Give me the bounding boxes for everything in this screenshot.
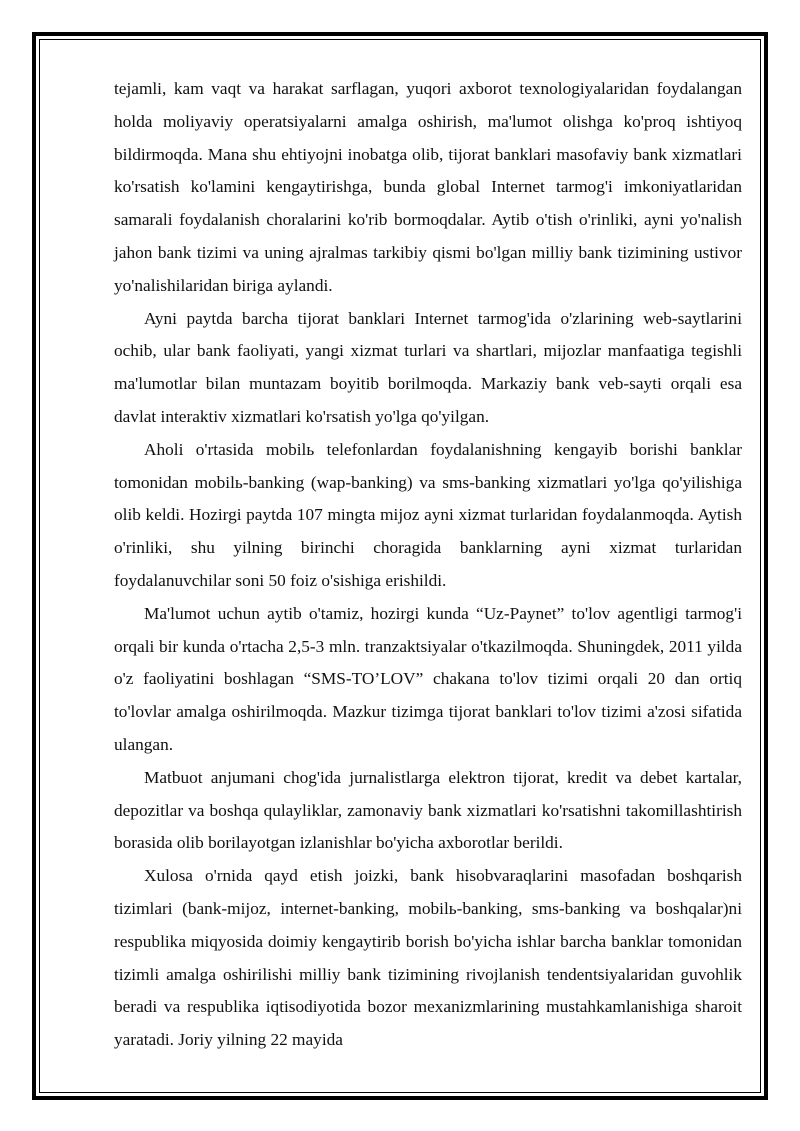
paragraph-mobile-banking: Aholi o'rtasida mobilь telefonlardan foydalanishning kengayib borishi banklar tomonidan mobilь-banking (wap-banking) va sms-banking xizmatlari yo'lga qo'yilishiga olib keldi. Hozirgi paytda 107 mingta mijoz ayni xizmat turlaridan foydalanmoqda. Aytish o'rinliki, shu yilning birinchi choragida banklarning ayni xizmat turlaridan foydalanuvchilar soni 50 foiz o'sishiga erishildi. [114,439,742,590]
paragraph-payment-systems: Ma'lumot uchun aytib o'tamiz, hozirgi kunda “Uz-Paynet” to'lov agentligi tarmog'i orqali bir kunda o'rtacha 2,5-3 mln. tranzaktsiyalar o'tkazilmoqda. Shuningdek, 2011 yilda o'z faoliyatini boshlagan “SMS-TO’LOV” chakana to'lov tizimi orqali 20 dan ortiq to'lovlar amalga oshirilmoqda. Mazkur tizimga tijorat banklari to'lov tizimi a'zosi sifatida ulangan. [114,603,742,754]
paragraph-conclusion: Xulosa o'rnida qayd etish joizki, bank hisobvaraqlarini masofadan boshqarish tizimlari (bank-mijoz, internet-banking, mobilь-banking, sms-banking va boshqalar)ni respublika miqyosida doimiy kengaytirib borish bo'yicha ishlar barcha banklar tomonidan tizimli amalga oshirilishi milliy bank tizimining rivojlanish tendentsiyalaridan guvohlik beradi va respublika iqtisodiyotida bozor mexanizmlarining mustahkamlanishiga sharoit yaratadi. Joriy yilning 22 mayida [114,866,742,1050]
paragraph-press-conference: Matbuot anjumani chog'ida jurnalistlarga elektron tijorat, kredit va debet kartalar, depozitlar va boshqa qulayliklar, zamonaviy bank xizmatlari ko'rsatishni takomillashtirish borasida olib borilayotgan izlanishlar bo'yicha axborotlar berildi. [114,767,742,853]
paragraph-continuation: tejamli, kam vaqt va harakat sarflagan, yuqori axborot texnologiyalaridan foydalangan holda moliyaviy operatsiyalarni amalga oshirish, ma'lumot olishga ko'proq ishtiyoq bildirmoqda. Mana shu ehtiyojni inobatga olib, tijorat banklari masofaviy bank xizmatlari ko'rsatish ko'lamini kengaytirishga, bunda global Internet tarmog'i imkoniyatlaridan samarali foydalanish choralarini ko'rib bormoqdalar. Aytib o'tish o'rinliki, ayni yo'nalish jahon bank tizimi va uning ajralmas tarkibiy qismi bo'lgan milliy bank tizimining ustivor yo'nalishilaridan biriga aylandi. [114,79,742,295]
paragraph-web-sites: Ayni paytda barcha tijorat banklari Internet tarmog'ida o'zlarining web-saytlarini ochib, ular bank faoliyati, yangi xizmat turlari va shartlari, mijozlar manfaatiga tegishli ma'lumotlar bilan muntazam boyitib borilmoqda. Markaziy bank veb-sayti orqali esa davlat interaktiv xizmatlari ko'rsatish yo'lga qo'yilgan. [114,308,742,426]
document-body [114,73,742,1057]
